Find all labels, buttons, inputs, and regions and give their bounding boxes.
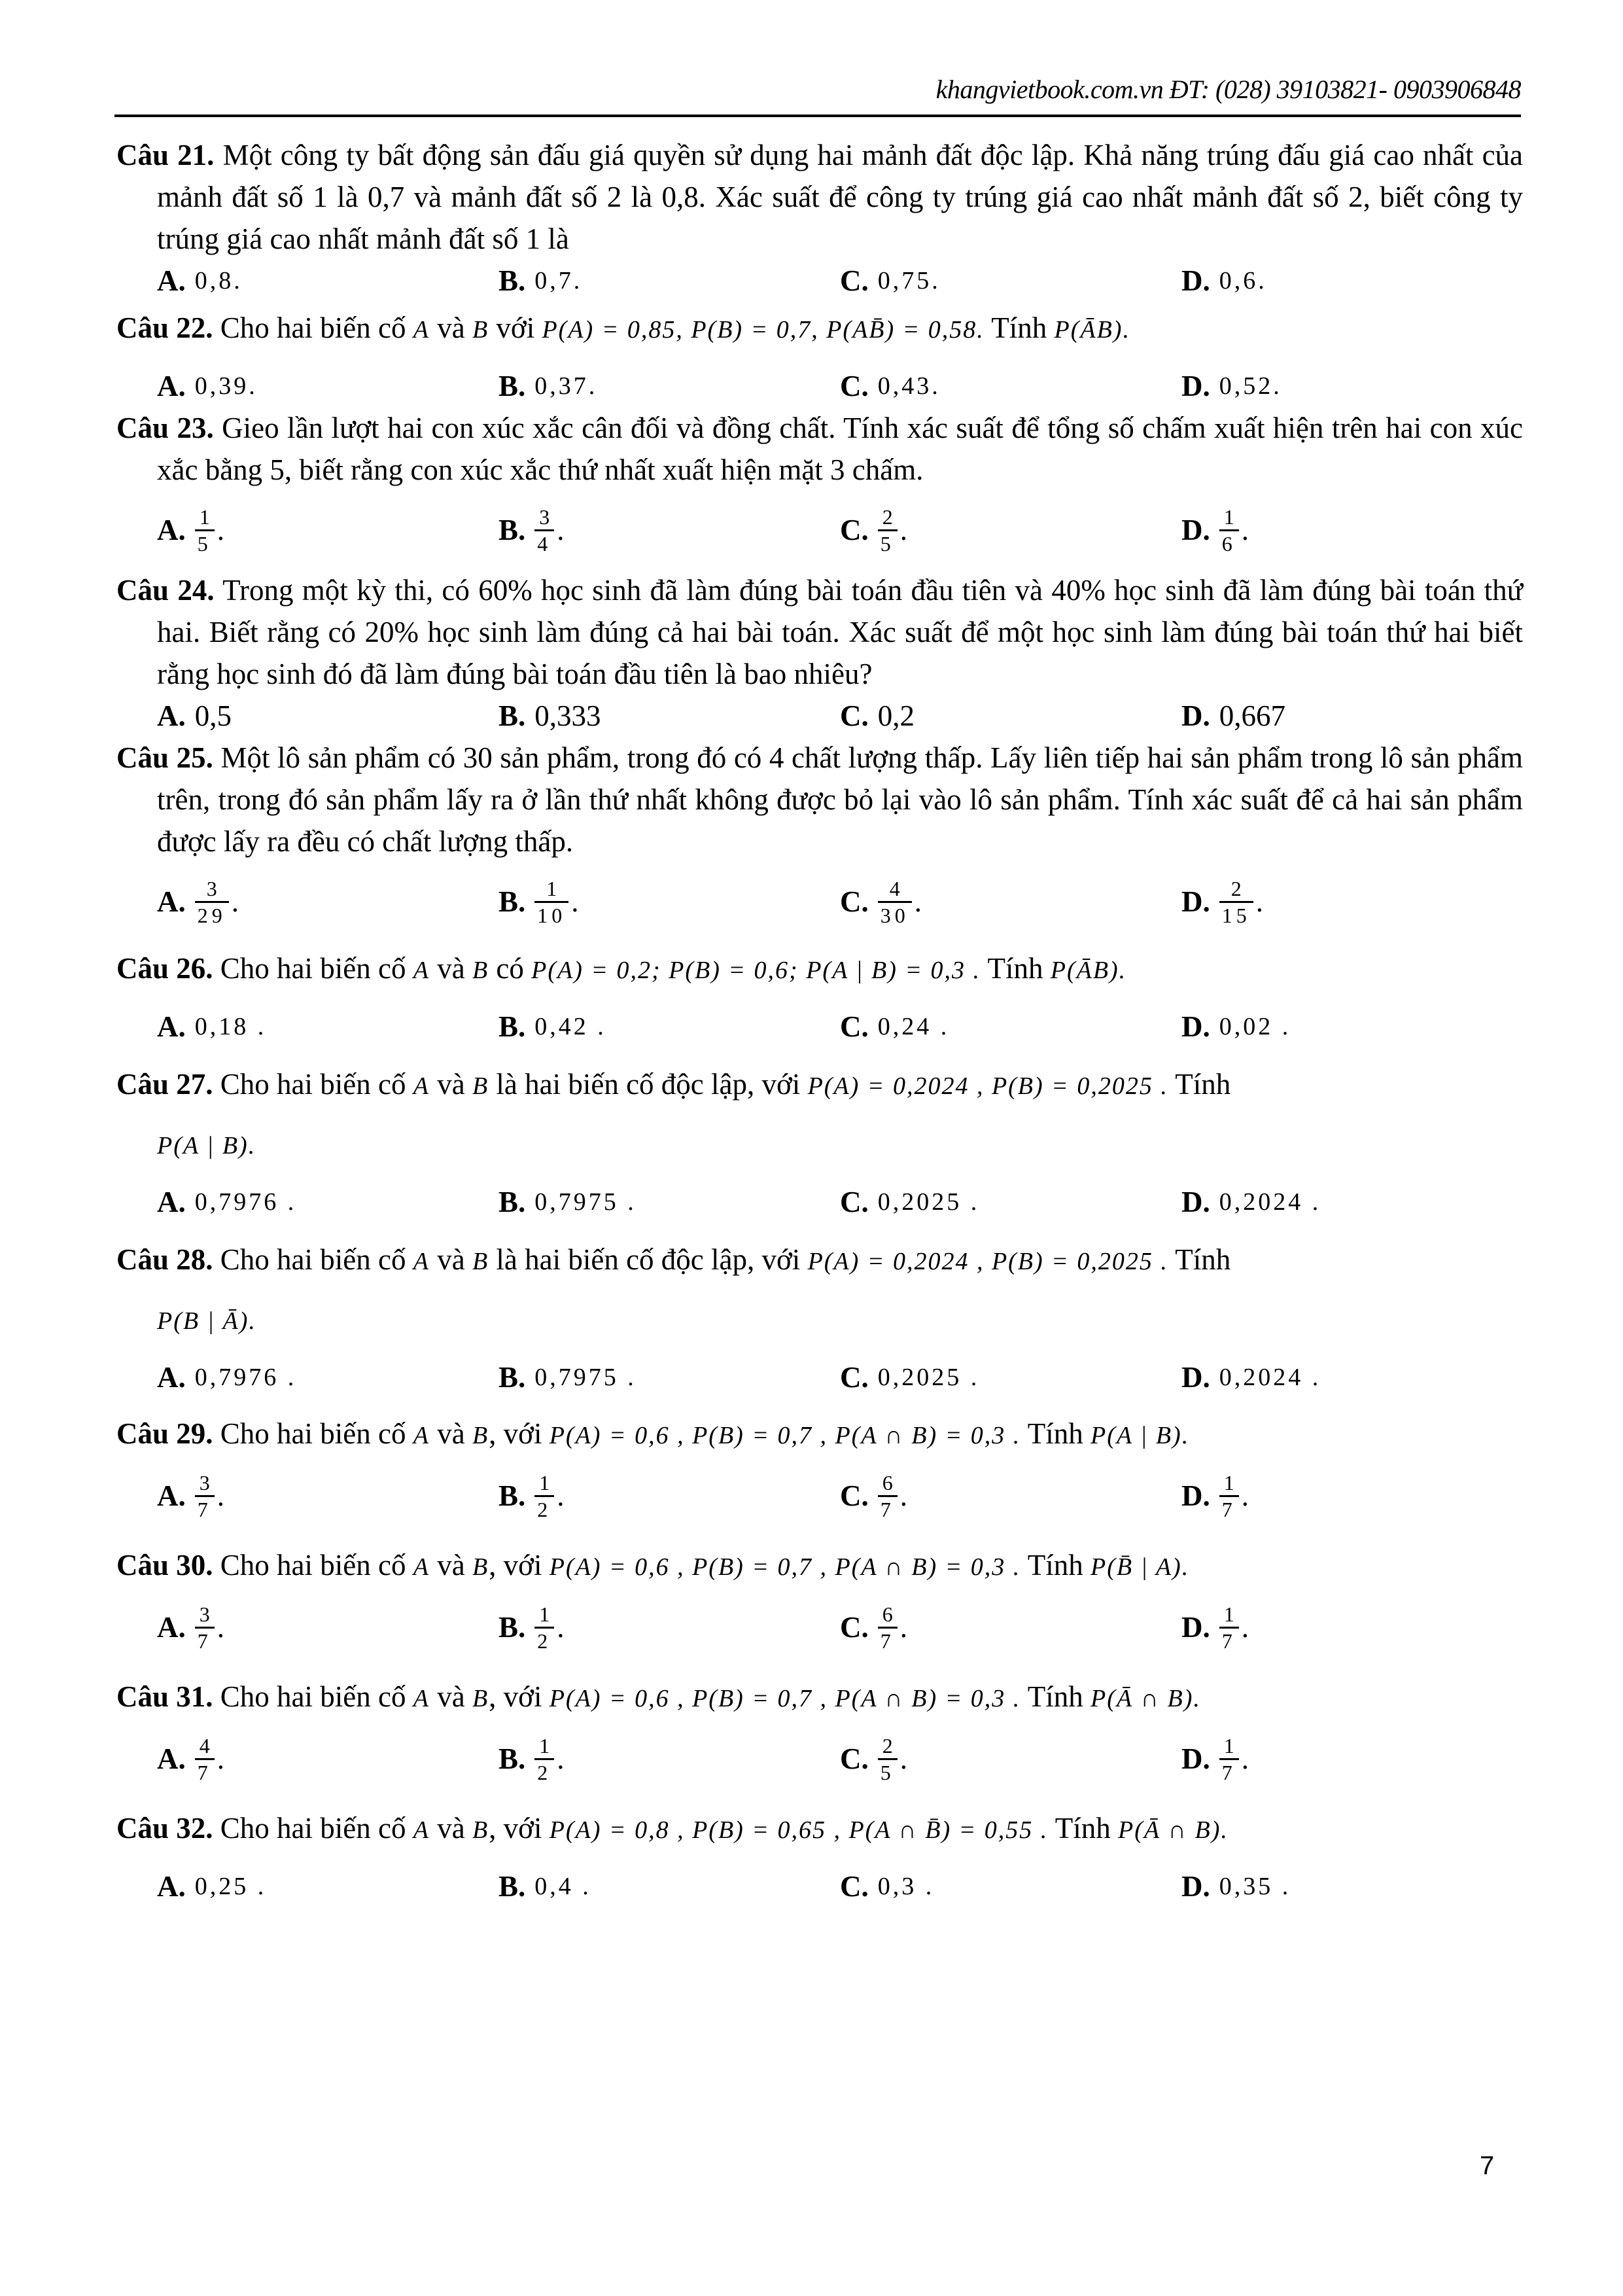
options-22	[116, 365, 1523, 407]
fraction: $\frac{1}{7}$	[1219, 1602, 1239, 1653]
fraction: $\frac{1}{10}$	[534, 876, 568, 928]
option-a[interactable]: A. $\frac{1}{5}$ .	[157, 504, 224, 556]
options-30	[116, 1588, 1523, 1667]
options-29	[116, 1457, 1523, 1535]
fraction: $\frac{1}{2}$	[534, 1602, 554, 1653]
question-number: Câu 25.	[116, 741, 213, 774]
fraction: $\frac{3}{7}$	[195, 1602, 215, 1653]
fraction: $\frac{2}{5}$	[878, 504, 898, 556]
fraction: $\frac{1}{2}$	[534, 1470, 554, 1522]
given-probabilities: P(A) = 0,2024 , P(B) = 0,2025 .	[807, 1248, 1168, 1275]
given-probabilities: P(A) = 0,2; P(B) = 0,6; P(A | B) = 0,3 .	[531, 957, 981, 984]
option-b[interactable]: B. 0,42 .	[498, 1010, 606, 1043]
event-b: B	[472, 316, 489, 344]
question-number: Câu 32.	[116, 1812, 213, 1845]
target-expression: P(A | B).	[1091, 1422, 1190, 1449]
fraction: $\frac{1}{2}$	[534, 1733, 554, 1785]
given-probabilities: P(A) = 0,85, P(B) = 0,7, P(AB̄) = 0,58.	[542, 316, 985, 344]
option-b[interactable]: B. $\frac{3}{4}$ .	[498, 504, 565, 556]
option-b[interactable]: B. 0,37.	[498, 370, 598, 402]
option-c[interactable]: C. 0,3 .	[840, 1870, 935, 1903]
option-d[interactable]: D. 0,6.	[1181, 264, 1267, 297]
options-25	[116, 862, 1523, 941]
option-a[interactable]: A. 0,25 .	[157, 1870, 267, 1903]
fraction: $\frac{6}{7}$	[878, 1470, 898, 1522]
fraction: $\frac{1}{7}$	[1219, 1470, 1239, 1522]
page-number: 7	[1480, 2151, 1495, 2180]
option-a[interactable]: A. $\frac{3}{7}$ .	[157, 1470, 224, 1521]
event-a: A	[413, 1553, 430, 1581]
event-a: A	[413, 316, 430, 344]
question-22	[116, 307, 1523, 351]
option-c[interactable]: C. $\frac{2}{5}$ .	[840, 504, 907, 556]
event-a: A	[413, 1816, 430, 1844]
option-b[interactable]: B. 0,7975 .	[498, 1186, 637, 1218]
option-c[interactable]: C. $\frac{6}{7}$ .	[840, 1602, 907, 1653]
options-31	[116, 1720, 1523, 1798]
option-d[interactable]: D. 0,52.	[1181, 370, 1282, 402]
question-text: bài toán thứ hai. Biết rằng có 20% học sinh làm đúng cả hai bài toán. Xác suất để một học sinh làm	[157, 574, 1524, 648]
question-27-target	[116, 1123, 1523, 1167]
option-a[interactable]: A. $\frac{3}{7}$ .	[157, 1602, 224, 1653]
options-32	[116, 1865, 1523, 1907]
question-text: Một công ty bất động sản đấu giá quyền sử dụng hai mảnh đất độc lập. Khả năng trúng đấu giá	[222, 139, 1365, 171]
question-number: Câu 24.	[116, 574, 215, 607]
option-b[interactable]: B. $\frac{1}{2}$ .	[498, 1602, 565, 1653]
page-header	[114, 69, 1521, 117]
option-d[interactable]: D. 0,667	[1181, 699, 1285, 732]
fraction: $\frac{2}{5}$	[878, 1733, 898, 1785]
question-25	[116, 737, 1523, 862]
option-a[interactable]: A. 0,7976 .	[157, 1186, 297, 1218]
question-27: Câu 27. Cho hai biến cố A và B là hai biến cố độc lập, với P(A) = 0,2024 , P(B) = 0,2025 . Tính	[116, 1068, 1231, 1101]
question-text: Tính	[991, 311, 1047, 344]
question-32: Câu 32. Cho hai biến cố A và B, với P(A) = 0,8 , P(B) = 0,65 , P(A ∩ B̄) = 0,55 . Tính P(Ā ∩ B).	[116, 1812, 1229, 1845]
event-b: B	[472, 1422, 489, 1449]
question-text: hai con xúc xắc bằng 5, biết rằng con xúc xắc thứ nhất xuất hiện mặt 3 chấm.	[157, 412, 1524, 486]
fraction: $\frac{6}{7}$	[878, 1602, 898, 1653]
option-a[interactable]: A. 0,7976 .	[157, 1361, 297, 1394]
fraction: $\frac{2}{15}$	[1219, 876, 1253, 928]
event-a: A	[413, 1685, 430, 1712]
option-a[interactable]: A. $\frac{3}{29}$ .	[157, 876, 239, 927]
option-c[interactable]: C. 0,2025 .	[840, 1186, 980, 1218]
option-b[interactable]: B. $\frac{1}{10}$ .	[498, 876, 579, 927]
question-text: Cho hai biến cố	[220, 311, 406, 344]
option-c[interactable]: C. $\frac{2}{5}$ .	[840, 1733, 907, 1784]
option-d[interactable]: D. $\frac{2}{15}$ .	[1181, 876, 1263, 927]
question-text: Gieo lần lượt hai con xúc xắc cân đối và đồng chất. Tính xác suất để tổng số chấm xuất hiện trên	[222, 412, 1378, 444]
option-a[interactable]: A. 0,8.	[157, 264, 243, 297]
option-a[interactable]: A. 0,18 .	[157, 1010, 267, 1043]
question-text: mảnh đất số 2, biết công ty trúng giá cao nhất mảnh đất số 1 là	[157, 181, 1524, 255]
question-number: Câu 21.	[116, 139, 215, 171]
event-b: B	[472, 1685, 489, 1712]
option-a[interactable]: A. $\frac{4}{7}$ .	[157, 1733, 224, 1784]
option-a[interactable]: A. 0,5	[157, 699, 232, 732]
event-a: A	[413, 1422, 430, 1449]
option-d[interactable]: D. 0,35 .	[1181, 1870, 1291, 1903]
event-a: A	[413, 1072, 430, 1100]
target-expression: P(A | B).	[157, 1132, 256, 1159]
given-probabilities: P(A) = 0,8 , P(B) = 0,65 , P(A ∩ B̄) = 0,55 .	[549, 1816, 1049, 1844]
question-29: Câu 29. Cho hai biến cố A và B, với P(A) = 0,6 , P(B) = 0,7 , P(A ∩ B) = 0,3 . Tính P(A | B).	[116, 1417, 1190, 1450]
fraction: $\frac{4}{7}$	[195, 1733, 215, 1785]
option-c[interactable]: C. 0,2025 .	[840, 1361, 980, 1394]
question-text: trong lô sản phẩm trên, trong đó sản phẩm lấy ra ở lần thứ nhất không được bỏ lại vào lô sản phẩm.	[157, 741, 1524, 816]
event-a: A	[413, 1248, 430, 1275]
option-d[interactable]: D. $\frac{1}{6}$ .	[1181, 504, 1249, 556]
question-28-target	[116, 1298, 1523, 1342]
option-b[interactable]: B. $\frac{1}{2}$ .	[498, 1733, 565, 1784]
options-28	[116, 1356, 1523, 1398]
option-c[interactable]: C. 0,2	[840, 699, 915, 732]
question-text: Tính xác suất để cả hai sản phẩm được lấy ra đều có chất lượng thấp.	[157, 783, 1523, 858]
option-b[interactable]: B. 0,7975 .	[498, 1361, 637, 1394]
question-30: Câu 30. Cho hai biến cố A và B, với P(A) = 0,6 , P(B) = 0,7 , P(A ∩ B) = 0,3 . Tính P(B̄ | A).	[116, 1549, 1190, 1581]
fraction: $\frac{4}{30}$	[878, 876, 912, 928]
target-expression: P(B | Ā).	[157, 1307, 256, 1335]
question-28: Câu 28. Cho hai biến cố A và B là hai biến cố độc lập, với P(A) = 0,2024 , P(B) = 0,2025 . Tính	[116, 1243, 1231, 1276]
question-number: Câu 28.	[116, 1243, 213, 1276]
question-26: Câu 26. Cho hai biến cố A và B có P(A) = 0,2; P(B) = 0,6; P(A | B) = 0,3 . Tính P(ĀB).	[116, 952, 1127, 985]
question-31: Câu 31. Cho hai biến cố A và B, với P(A) = 0,6 , P(B) = 0,7 , P(A ∩ B) = 0,3 . Tính P(Ā ∩ B).	[116, 1680, 1201, 1713]
option-c[interactable]: C. $\frac{4}{30}$ .	[840, 876, 922, 927]
question-text: Trong một kỳ thi, có 60% học sinh đã làm đúng bài toán đầu tiên và 40% học sinh đã làm đúng	[222, 574, 1372, 607]
options-21	[116, 260, 1523, 302]
options-24	[116, 695, 1523, 737]
event-b: B	[472, 1553, 489, 1581]
target-expression: P(B̄ | A).	[1091, 1553, 1190, 1581]
target-expression: P(Ā ∩ B).	[1091, 1685, 1201, 1712]
fraction: $\frac{1}{7}$	[1219, 1733, 1239, 1785]
question-21	[116, 134, 1523, 260]
option-d[interactable]: D. 0,2024 .	[1181, 1186, 1321, 1218]
header-contact-text: khangvietbook.com.vn ĐT: (028) 39103821- 0903906848	[935, 75, 1521, 104]
options-27	[116, 1181, 1523, 1223]
option-d[interactable]: D. $\frac{1}{7}$ .	[1181, 1602, 1249, 1653]
question-23	[116, 407, 1523, 491]
question-number: Câu 22.	[116, 311, 213, 344]
target-expression: P(ĀB).	[1050, 957, 1127, 984]
question-number: Câu 23.	[116, 412, 214, 444]
option-c[interactable]: C. 0,75.	[840, 264, 941, 297]
option-d[interactable]: D. 0,2024 .	[1181, 1361, 1321, 1394]
fraction: $\frac{1}{6}$	[1219, 504, 1239, 556]
option-b[interactable]: B. $\frac{1}{2}$ .	[498, 1470, 565, 1521]
question-text: và	[437, 311, 465, 344]
option-c[interactable]: C. 0,43.	[840, 370, 941, 402]
fraction: $\frac{3}{4}$	[534, 504, 554, 556]
option-b[interactable]: B. 0,7.	[498, 264, 583, 297]
event-b: B	[472, 1072, 489, 1100]
fraction: $\frac{1}{5}$	[195, 504, 215, 556]
fraction: $\frac{3}{7}$	[195, 1470, 215, 1522]
question-24	[116, 569, 1523, 695]
question-list	[116, 134, 1523, 1907]
question-text: cao nhất của mảnh đất số 1 là 0,7 và mảnh đất số 2 là 0,8. Xác suất để công ty trúng giá cao nhất	[157, 139, 1524, 213]
option-d[interactable]: D. $\frac{1}{7}$ .	[1181, 1733, 1249, 1784]
given-probabilities: P(A) = 0,2024 , P(B) = 0,2025 .	[807, 1072, 1168, 1100]
event-b: B	[472, 1248, 489, 1275]
given-probabilities: P(A) = 0,6 , P(B) = 0,7 , P(A ∩ B) = 0,3 .	[549, 1422, 1021, 1449]
question-number: Câu 27.	[116, 1068, 213, 1101]
option-c[interactable]: C. 0,24 .	[840, 1010, 950, 1043]
option-c[interactable]: C. $\frac{6}{7}$ .	[840, 1470, 907, 1521]
options-23	[116, 491, 1523, 569]
question-number: Câu 31.	[116, 1680, 213, 1713]
question-number: Câu 26.	[116, 952, 213, 985]
option-d[interactable]: D. 0,02 .	[1181, 1010, 1291, 1043]
option-a[interactable]: A. 0,39.	[157, 370, 258, 402]
given-probabilities: P(A) = 0,6 , P(B) = 0,7 , P(A ∩ B) = 0,3 .	[549, 1685, 1021, 1712]
question-text: đúng bài toán thứ hai biết rằng học sinh đó đã làm đúng bài toán đầu tiên là bao nhiêu?	[157, 616, 1524, 690]
option-d[interactable]: D. $\frac{1}{7}$ .	[1181, 1470, 1249, 1521]
options-26	[116, 1006, 1523, 1048]
question-number: Câu 29.	[116, 1417, 213, 1450]
option-b[interactable]: B. 0,333	[498, 699, 601, 732]
given-probabilities: P(A) = 0,6 , P(B) = 0,7 , P(A ∩ B) = 0,3 .	[549, 1553, 1021, 1581]
event-b: B	[472, 1816, 489, 1844]
question-text: với	[496, 311, 535, 344]
target-expression: P(ĀB).	[1054, 316, 1130, 344]
option-b[interactable]: B. 0,4 .	[498, 1870, 591, 1903]
event-a: A	[413, 957, 430, 984]
question-number: Câu 30.	[116, 1549, 213, 1581]
fraction: $\frac{3}{29}$	[195, 876, 229, 928]
question-text: Một lô sản phẩm có 30 sản phẩm, trong đó có 4 chất lượng thấp. Lấy liên tiếp hai sản phẩm	[220, 741, 1303, 774]
event-b: B	[472, 957, 489, 984]
target-expression: P(Ā ∩ B).	[1118, 1816, 1229, 1844]
